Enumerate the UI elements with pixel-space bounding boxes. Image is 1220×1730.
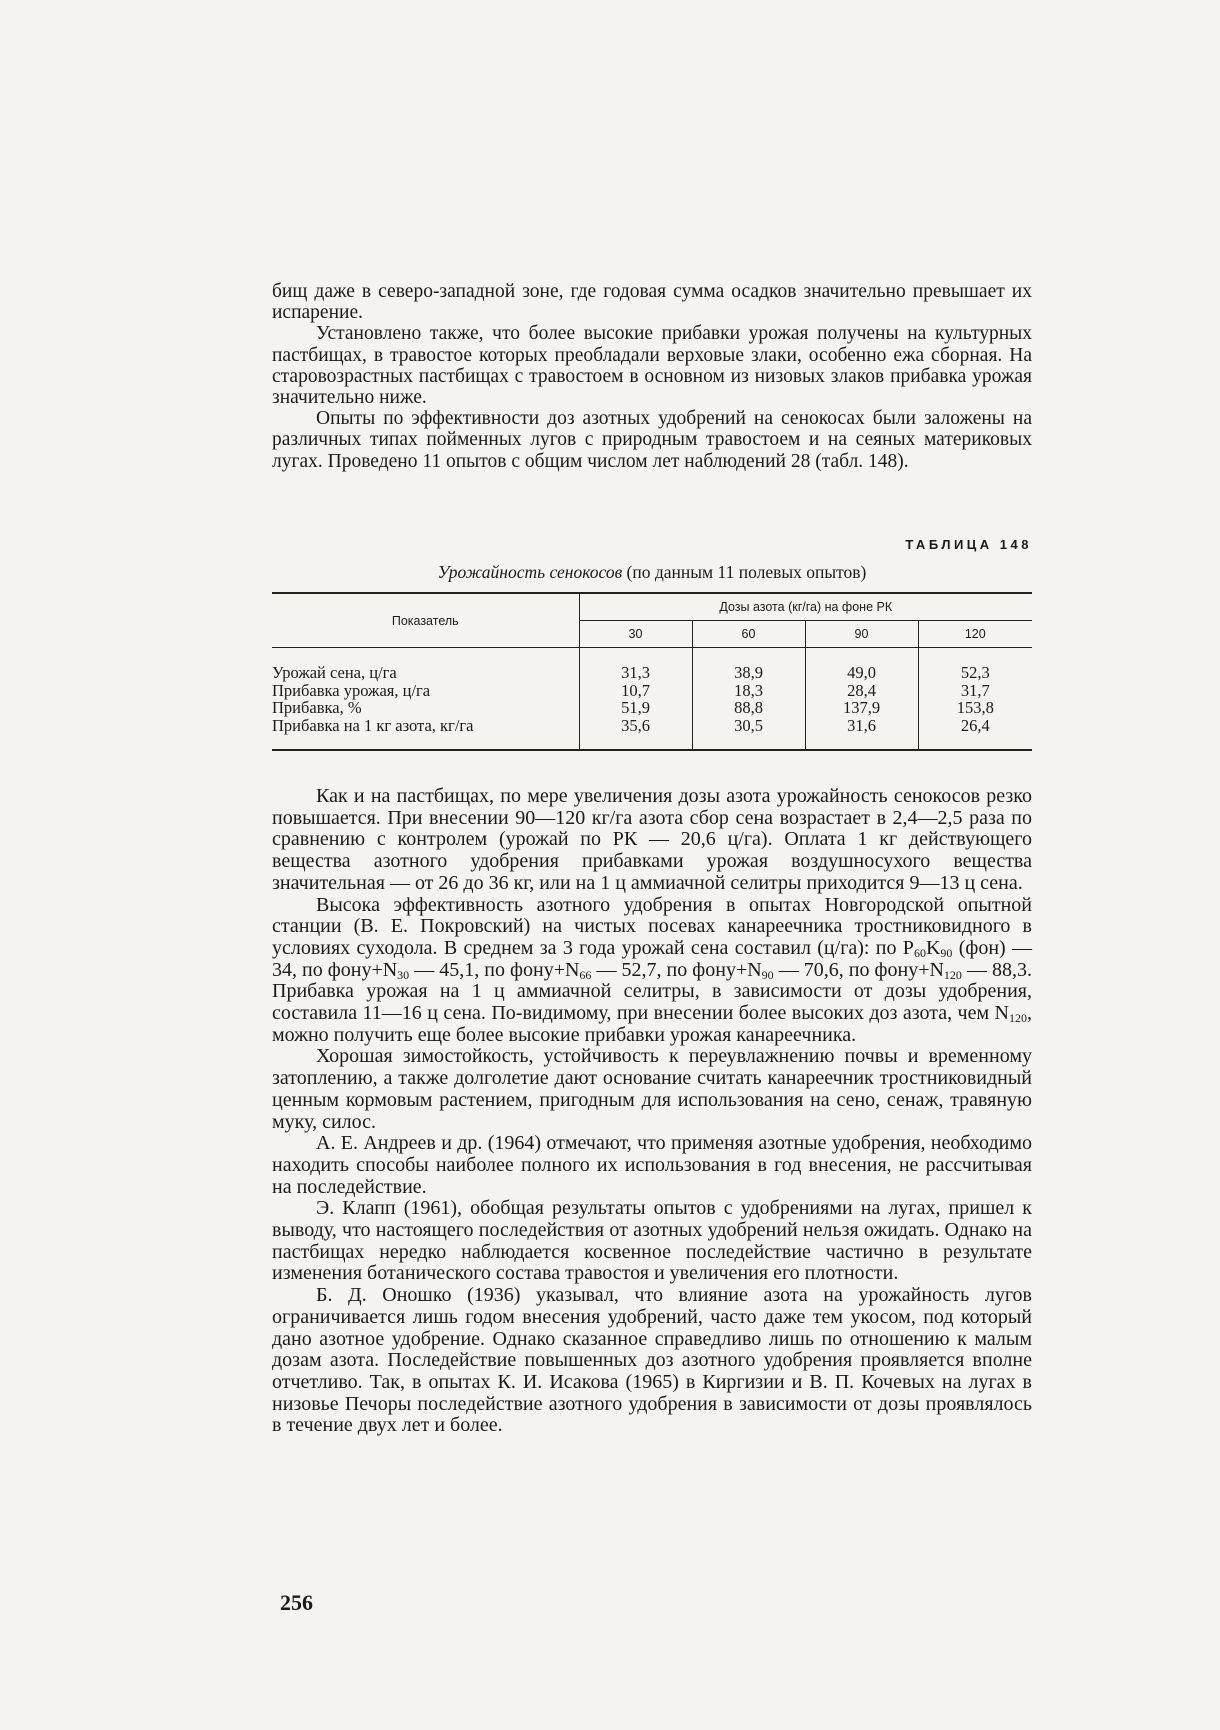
cell-value: 31,6: [805, 717, 918, 750]
row-label: Прибавка, %: [272, 698, 362, 717]
text-run: (фон) — 34, по фону+N: [272, 936, 1032, 981]
paragraph: Опыты по эффективности доз азотных удобрений на сенокосах были заложены на различных типах пойменных лугов с природным травостоем и на сеяных материковых лугах. Проведено 11 опытов с общим числом лет наблюдений 28 (табл. 148).: [272, 408, 1032, 472]
cell-value: 88,8: [692, 699, 805, 717]
text-run: — 45,1, по фону+N: [409, 958, 580, 981]
header-dose: 120: [918, 621, 1032, 648]
yield-table: [272, 592, 1032, 751]
text-run: — 70,6, по фону+N: [773, 958, 944, 981]
table-row: [272, 682, 1032, 700]
subscript: 120: [1009, 1011, 1027, 1026]
table-number-label: ТАБЛИЦА 148: [905, 537, 1032, 552]
cell-value: 51,9: [579, 699, 692, 717]
header-dose: 60: [692, 621, 805, 648]
table-row: [272, 717, 1032, 750]
text-run: K: [925, 936, 941, 959]
cell-value: 52,3: [918, 664, 1032, 682]
paragraph: Э. Клапп (1961), обобщая результаты опытов с удобрениями на лугах, пришел к выводу, что настоящего последействия от азотных удобрений нельзя ожидать. Однако на пастбищах нередко наблюдается косвенное последействие частично в результате изменения ботанического состава травостоя и увеличения его плотности.: [272, 1197, 1032, 1285]
bottom-text-block: [272, 786, 1032, 1437]
subscript: 30: [397, 967, 410, 982]
cell-value: 38,9: [692, 664, 805, 682]
cell-value: 18,3: [692, 682, 805, 700]
text-run: Высока эффективность азотного удобрения в опытах Новгородской опытной станции (В. Е. Покровский) на чистых посевах канареечника тростниковидного в условиях суходола. В среднем за 3 года урожай сена составил (ц/га): по P: [272, 893, 1032, 959]
subscript: 120: [943, 967, 962, 982]
paragraph: [272, 895, 1032, 1047]
header-dose: 30: [579, 621, 692, 648]
paragraph: Б. Д. Оношко (1936) указывал, что влияние азота на урожайность лугов ограничивается лишь годом внесения удобрений, часто даже тем укосом, под который дано азотное удобрение. Однако сказанное справедливо лишь по отношению к малым дозам азота. Последействие повышенных доз азотного удобрения проявляется вполне отчетливо. Так, в опытах К. И. Исакова (1965) в Киргизии и В. П. Кочевых на лугах в низовье Печоры последействие азотного удобрения в зависимости от дозы проявлялось в течение двух лет и более.: [272, 1284, 1032, 1437]
paragraph: Хорошая зимостойкость, устойчивость к переувлажнению почвы и временному затоплению, а также долголетие дают основание считать канареечник тростниковидный ценным кормовым растением, пригодным для использования на сено, сенаж, травяную муку, силос.: [272, 1045, 1032, 1133]
header-dose-group: Дозы азота (кг/га) на фоне РК: [579, 593, 1032, 621]
paragraph: Как и на пастбищах, по мере увеличения дозы азота урожайность сенокосов резко повышается. При внесении 90—120 кг/га азота сбор сена возрастает в 2,4—2,5 раза по сравнению с контролем (урожай по РК — 20,6 ц/га). Оплата 1 кг действующего вещества азотного удобрения прибавками урожая воздушносухого вещества значительная — от 26 до 36 кг, или на 1 ц аммиачной селитры приходится 9—13 ц сена.: [272, 785, 1032, 894]
subscript: 90: [940, 945, 953, 960]
cell-value: 153,8: [918, 699, 1032, 717]
cell-value: 10,7: [579, 682, 692, 700]
cell-value: 49,0: [805, 664, 918, 682]
table-row: [272, 699, 1032, 717]
text-run: — 52,7, по фону+N: [591, 958, 762, 981]
row-label: Урожай сена, ц/га: [272, 663, 397, 682]
table-row: [272, 664, 1032, 682]
paragraph: Установлено также, что более высокие прибавки урожая получены на культурных пастбищах, в травостое которых преобладали верховые злаки, особенно ежа сборная. На старовозрастных пастбищах с травостоем в основном из низовых злаков прибавка урожая значительно ниже.: [272, 323, 1032, 409]
text-run: , можно получить еще более высокие прибавки урожая канареечника.: [272, 1002, 1032, 1046]
top-text-block: [272, 281, 1032, 472]
cell-value: 28,4: [805, 682, 918, 700]
subscript: 90: [761, 967, 774, 982]
cell-value: 137,9: [805, 699, 918, 717]
row-label: Прибавка урожая, ц/га: [272, 680, 431, 700]
table-title: [272, 562, 1032, 583]
paragraph: бищ даже в северо-западной зоне, где годовая сумма осадков значительно превышает их испарение.: [272, 281, 1032, 324]
cell-value: 30,5: [692, 717, 805, 750]
subscript: 66: [579, 967, 592, 982]
text-run: — 88,3. Прибавка урожая на 1 ц аммиачной селитры, в зависимости от дозы удобрения, составила 11—16 ц сена. По-видимому, при внесении более высоких доз азота, чем N: [272, 958, 1032, 1025]
cell-value: 26,4: [918, 717, 1032, 750]
subscript: 60: [913, 945, 926, 960]
cell-value: 31,7: [918, 682, 1032, 700]
row-label: Прибавка на 1 кг азота, кг/га: [272, 717, 579, 750]
header-indicator: Показатель: [272, 593, 579, 648]
header-dose: 90: [805, 621, 918, 648]
table-title-italic: Урожайность сенокосов: [437, 562, 623, 582]
page-number: 256: [280, 1590, 313, 1615]
cell-value: 31,3: [579, 664, 692, 682]
table-title-rest: (по данным 11 полевых опытов): [622, 562, 867, 582]
paragraph: А. Е. Андреев и др. (1964) отмечают, что применяя азотные удобрения, необходимо находить способы наиболее полного их использования в год внесения, не рассчитывая на последействие.: [272, 1132, 1032, 1198]
cell-value: 35,6: [579, 717, 692, 750]
